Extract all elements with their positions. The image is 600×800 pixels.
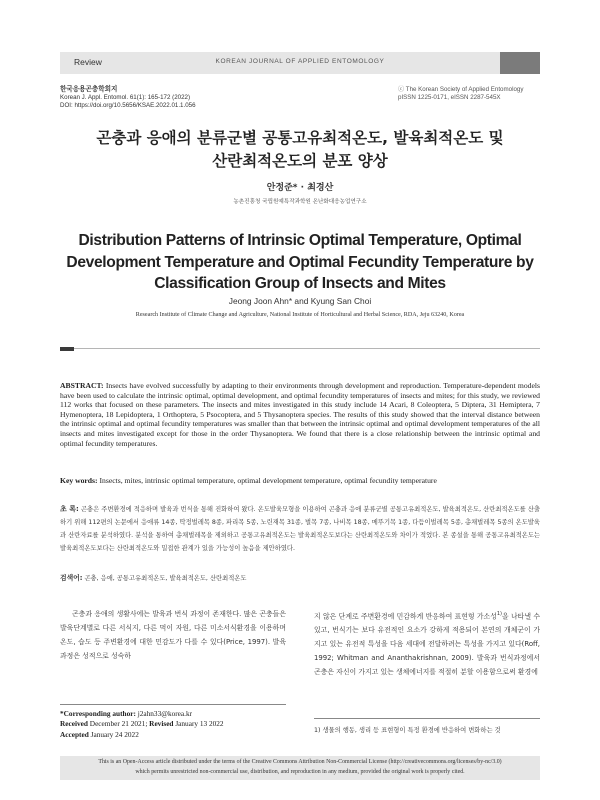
copyright: ⓒ The Korean Society of Applied Entomology [398,86,524,93]
doi-link[interactable]: DOI: https://doi.org/10.5656/KSAE.2022.01.1.056 [60,102,196,110]
accepted-label: Accepted [60,729,89,739]
keywords-label: Key words: [60,476,98,485]
license-box [60,756,540,780]
citation: Korean J. Appl. Entomol. 61(1): 165-172 (2022) [60,94,191,102]
korean-title [60,127,540,173]
keywords-text: Insects, mites, intrinsic optimal temperature, optimal development temperature, optimal fecundity temperature [99,476,437,485]
korean-keywords [60,572,540,582]
korean-keywords-label: 검색어: [60,574,83,582]
license-line: This is an Open-Access article distributed under the terms of the Creative Commons Attribution Non-Commercial License (http://creativecommons.org/licenses/by-nc/3.0) [98,759,502,765]
correspondence-block [60,704,286,740]
header-tab [500,52,540,74]
corresponding-author-label: *Corresponding author: [60,709,136,718]
english-title [60,230,540,295]
english-title-line: Classification Group of Insects and Mites [154,275,446,292]
section-divider [60,348,540,349]
body-column-left: 곤충과 응애의 생활사에는 발육과 번식 과정이 존재한다. 많은 곤충들은 발육단계별로 다른 서식지, 다른 먹이 자원, 다른 미소서식환경을 이용하며 온도, 습도 등 주변환경에 대한 민감도가 다를 수 있다(Price, 1997). 발육 과정은 성적으로 성숙하 [60,610,286,660]
journal-name-korean: 한국응용곤충학회지 [60,86,118,93]
section-divider-accent [60,347,74,351]
korean-keywords-text: 곤충, 응애, 공통고유최적온도, 발육최적온도, 산란최적온도 [84,575,247,582]
english-title-line: Development Temperature and Optimal Fecundity Temperature by [66,253,534,271]
abstract-label: ABSTRACT: [60,381,104,390]
body-text: 을 나타낼 수 있고, 번식기는 보다 유전적인 요소가 강하게 적용되어 본연의 개체군이 가지고 있는 유전적 특성을 다음 세대에 전달하려는 특성을 가지고 있다(Roff, 1992; Whitman and Ananthakrishnan, 2009). 발육과 번식과정에서 곤충은 자신이 가지고 있는 생체에너지를 적절히 분할 이용함으로써 환경에 [314,612,540,677]
english-authors: Jeong Joon Ahn* and Kyung San Choi [228,296,372,306]
english-keywords [60,476,540,486]
body-text: 지 않은 단계로 주변환경에 민감하게 반응하여 표현형 가소성 [314,612,497,621]
korean-affiliation: 농촌진흥청 국립원예특작과학원 온난화대응농업연구소 [233,199,367,205]
citation-block [60,86,196,111]
corresponding-email[interactable]: j2ahn33@korea.kr [137,709,193,718]
english-abstract [60,381,540,448]
journal-name: KOREAN JOURNAL OF APPLIED ENTOMOLOGY [215,58,385,65]
received-date: December 21 2021; [89,719,148,729]
revised-label: Revised [149,719,174,729]
korean-abstract [60,503,540,556]
copyright-block [398,86,523,102]
footnote-marker: 1) [496,611,502,617]
license-line: which permits unrestricted non-commercial use, distribution, and reproduction in any medium, provided the original work is properly cited. [135,768,465,775]
accepted-date: January 24 2022 [90,729,139,739]
korean-title-line: 곤충과 응애의 분류군별 공통고유최적온도, 발육최적온도 및 [96,129,504,147]
korean-authors: 안정준* · 최경산 [266,183,334,193]
revised-date: January 13 2022 [175,719,224,729]
korean-abstract-text: 곤충은 주변환경에 적응하며 발육과 번식을 통해 진화하여 왔다. 온도발육모형을 이용하여 곤충과 응애 분류군별 공통고유최적온도, 발육최적온도, 산란최적온도를 산출하기 위해 112편의 논문에서 응애류 14종, 딱정벌레목 8종, 파리목 5종, 노린재목 31종, 벌목 7종, 나비목 18종, 메뚜기목 1종, 다듬이벌레목 5종, 총채벌레목 5종의 온도발육과 산란자료를 분석하였다. 분석을 통하여 총채벌레목을 제외하고 공통고유최적온도는 발육최적온도보다는 산란최적온도와 차이가 적었다. 본 종설을 통해 공통고유최적온도는 발육최적온도보다는 산란최적온도와 밀접한 관계가 있을 가능성이 높음을 제안하였다. [60,506,540,552]
body-column-right [314,607,540,679]
korean-abstract-label: 초 록: [60,505,79,513]
received-label: Received [60,719,88,729]
abstract-text: Insects have evolved successfully by adapting to their environments through development and reproduction. Temperature-dependent models have been used to calculate the intrinsic optimal, optimal development, and optimal fecundity temperatures of insects and mites; for this study, we reviewed 112 works that focused on these parameters. The insects and mites investigated in this study include 14 Acari, 8 Coleoptera, 5 Diptera, 31 Hemiptera, 7 Hymenoptera, 18 Lepidoptera, 1 Orthoptera, 5 Psocoptera, and 5 Thysanoptera species. The results of this study showed that the interval distance between the intrinsic optimal and optimal fecundity temperatures was smaller than that between the intrinsic optimal and optimal development temperatures of the all insects and mites investigated except for those in the order Thysanoptera. We found that there is a close relationship between the intrinsic optimal and optimal fecundity temperatures. [60,381,540,448]
section-label: Review [74,57,102,67]
english-title-line: Distribution Patterns of Intrinsic Optimal Temperature, Optimal [78,232,522,249]
footnote: 1) 생물의 행동, 생리 등 표현형이 특정 환경에 반응하여 변화하는 것 [314,718,540,735]
korean-title-line: 산란최적온도의 분포 양상 [212,152,388,170]
english-affiliation: Research Institute of Climate Change and Agriculture, National Institute of Horticultural and Herbal Science, RDA, Jeju 63240, Korea [135,312,465,318]
issn: pISSN 1225-0171, eISSN 2287-545X [398,94,501,102]
journal-header-bar [60,52,540,74]
